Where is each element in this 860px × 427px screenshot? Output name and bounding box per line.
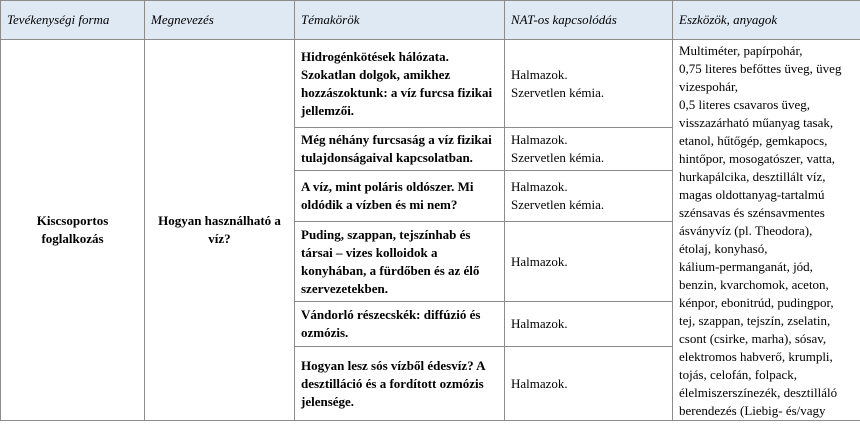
nat-cell xyxy=(505,40,673,128)
tool-line: Multiméter, papírpohár, xyxy=(679,43,803,58)
nat-line: Szervetlen kémia. xyxy=(511,197,605,213)
nat-cell xyxy=(505,171,673,222)
tools-cell xyxy=(673,40,860,421)
tool-line: 0,75 literes befőttes üveg, üveg xyxy=(679,61,842,76)
topic-cell: Hogyan lesz sós vízből édesvíz? A desztilláció és a fordított ozmózis jelensége. xyxy=(295,347,505,421)
header-nat: NAT-os kapcsolódás xyxy=(505,1,673,40)
nat-line: Szervetlen kémia. xyxy=(511,84,605,100)
header-name: Megnevezés xyxy=(145,1,295,40)
nat-line: Halmazok. xyxy=(511,375,568,391)
tool-line: tej, szappan, tejszín, zselatin, xyxy=(679,313,831,328)
header-activity-form: Tevékenységi forma xyxy=(1,1,145,40)
tool-line: tojás, celofán, folpack, xyxy=(679,367,798,382)
tool-line: visszazárható műanyag tasak, xyxy=(679,115,834,130)
tool-line: étolaj, konyhasó, xyxy=(679,241,768,256)
name-cell: Hogyan használható a víz? xyxy=(145,40,295,421)
tool-line: kálium-permanganát, jód, xyxy=(679,259,813,274)
tool-line: 0,5 literes csavaros üveg, xyxy=(679,97,811,112)
tool-line: magas oldottanyag-tartalmú xyxy=(679,187,825,202)
tool-line: benzin, kvarchomok, aceton, xyxy=(679,277,829,292)
nat-line: Halmazok. xyxy=(511,132,568,148)
nat-line: Szervetlen kémia. xyxy=(511,150,605,166)
nat-cell xyxy=(505,347,673,421)
tool-line: csont (csirke, marha), sósav, xyxy=(679,331,827,346)
topic-cell: Még néhány furcsaság a víz fizikai tulajdonságaival kapcsolatban. xyxy=(295,128,505,171)
tool-line: kénpor, ebonitrúd, pudingpor, xyxy=(679,295,834,310)
tool-line: vizespohár, xyxy=(679,79,739,94)
nat-cell xyxy=(505,302,673,347)
header-tools: Eszközök, anyagok xyxy=(673,1,860,40)
header-row xyxy=(1,1,860,40)
tool-line: elektromos habverő, krumpli, xyxy=(679,349,833,364)
nat-line: Halmazok. xyxy=(511,253,568,269)
nat-line: Halmazok. xyxy=(511,316,568,332)
header-topics: Témakörök xyxy=(295,1,505,40)
tool-line: berendezés (Liebig- és/vagy xyxy=(679,403,826,418)
tool-line: hurkapálcika, desztillált víz, xyxy=(679,169,826,184)
tool-line: élelmiszerszínezék, desztilláló xyxy=(679,385,838,400)
tool-line: etanol, hűtőgép, gemkapocs, xyxy=(679,133,828,148)
nat-cell xyxy=(505,128,673,171)
tool-line: ásványvíz (pl. Theodora), xyxy=(679,223,813,238)
topic-cell: Puding, szappan, tejszínhab és társai – vizes kolloidok a konyhában, a fürdőben és az élő szervezetekben. xyxy=(295,222,505,302)
tool-line: hintőpor, mosogatószer, vatta, xyxy=(679,151,836,166)
nat-line: Halmazok. xyxy=(511,179,568,195)
tool-line: szénsavas és szénsavmentes xyxy=(679,205,825,220)
topic-cell: Hidrogénkötések hálózata. Szokatlan dolgok, amikhez hozzászoktunk: a víz furcsa fizikai jellemzői. xyxy=(295,40,505,128)
activity-form-cell: Kiscsoportos foglalkozás xyxy=(1,40,145,421)
nat-cell xyxy=(505,222,673,302)
topic-cell: A víz, mint poláris oldószer. Mi oldódik a vízben és mi nem? xyxy=(295,171,505,222)
topic-cell: Vándorló részecskék: diffúzió és ozmózis. xyxy=(295,302,505,347)
nat-line: Halmazok. xyxy=(511,66,568,82)
table-row xyxy=(1,40,860,128)
